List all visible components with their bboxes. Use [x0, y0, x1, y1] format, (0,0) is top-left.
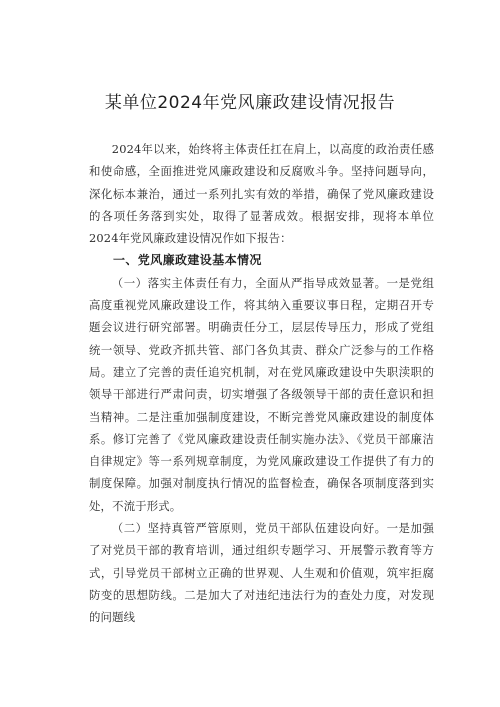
- document-body: [89, 138, 434, 629]
- section-paragraph-1: （一）落实主体责任有力，全面从严指导成效显著。一是党组高度重视党风廉政建设工作，将其纳入重要议事日程，定期召开专题会议进行研究部署。明确责任分工，层层传导压力，形成了党组统一领导、党政齐抓共管、部门各负其责、群众广泛参与的工作格局。建立了完善的责任追究机制，对在党风廉政建设中失职渎职的领导干部进行严肃问责，切实增强了各级领导干部的责任意识和担当精神。二是注重加强制度建设，不断完善党风廉政建设的制度体系。修订完善了《党风廉政建设责任制实施办法》、《党员干部廉洁自律规定》等一系列规章制度，为党风廉政建设工作提供了有力的制度保障。加强对制度执行情况的监督检查，确保各项制度落到实处，不流于形式。: [89, 275, 434, 513]
- section-paragraph-2: （二）坚持真管严管原则，党员干部队伍建设向好。一是加强了对党员干部的教育培训，通过组织专题学习、开展警示教育等方式，引导党员干部树立正确的世界观、人生观和价值观，筑牢拒腐防变的思想防线。二是加大了对违纪违法行为的查处力度，对发现的问题线: [89, 521, 434, 625]
- document-title: 某单位2024年党风廉政建设情况报告: [104, 93, 396, 113]
- intro-paragraph: 2024年以来，始终将主体责任扛在肩上，以高度的政治责任感和使命感，全面推进党风廉政建设和反腐败斗争。坚持问题导向，深化标本兼治，通过一系列扎实有效的举措，确保了党风廉政建设的各项任务落到实处，取得了显著成效。根据安排，现将本单位2024年党风廉政建设情况作如下报告：: [89, 142, 434, 246]
- section-heading: 一、党风廉政建设基本情况: [113, 253, 262, 268]
